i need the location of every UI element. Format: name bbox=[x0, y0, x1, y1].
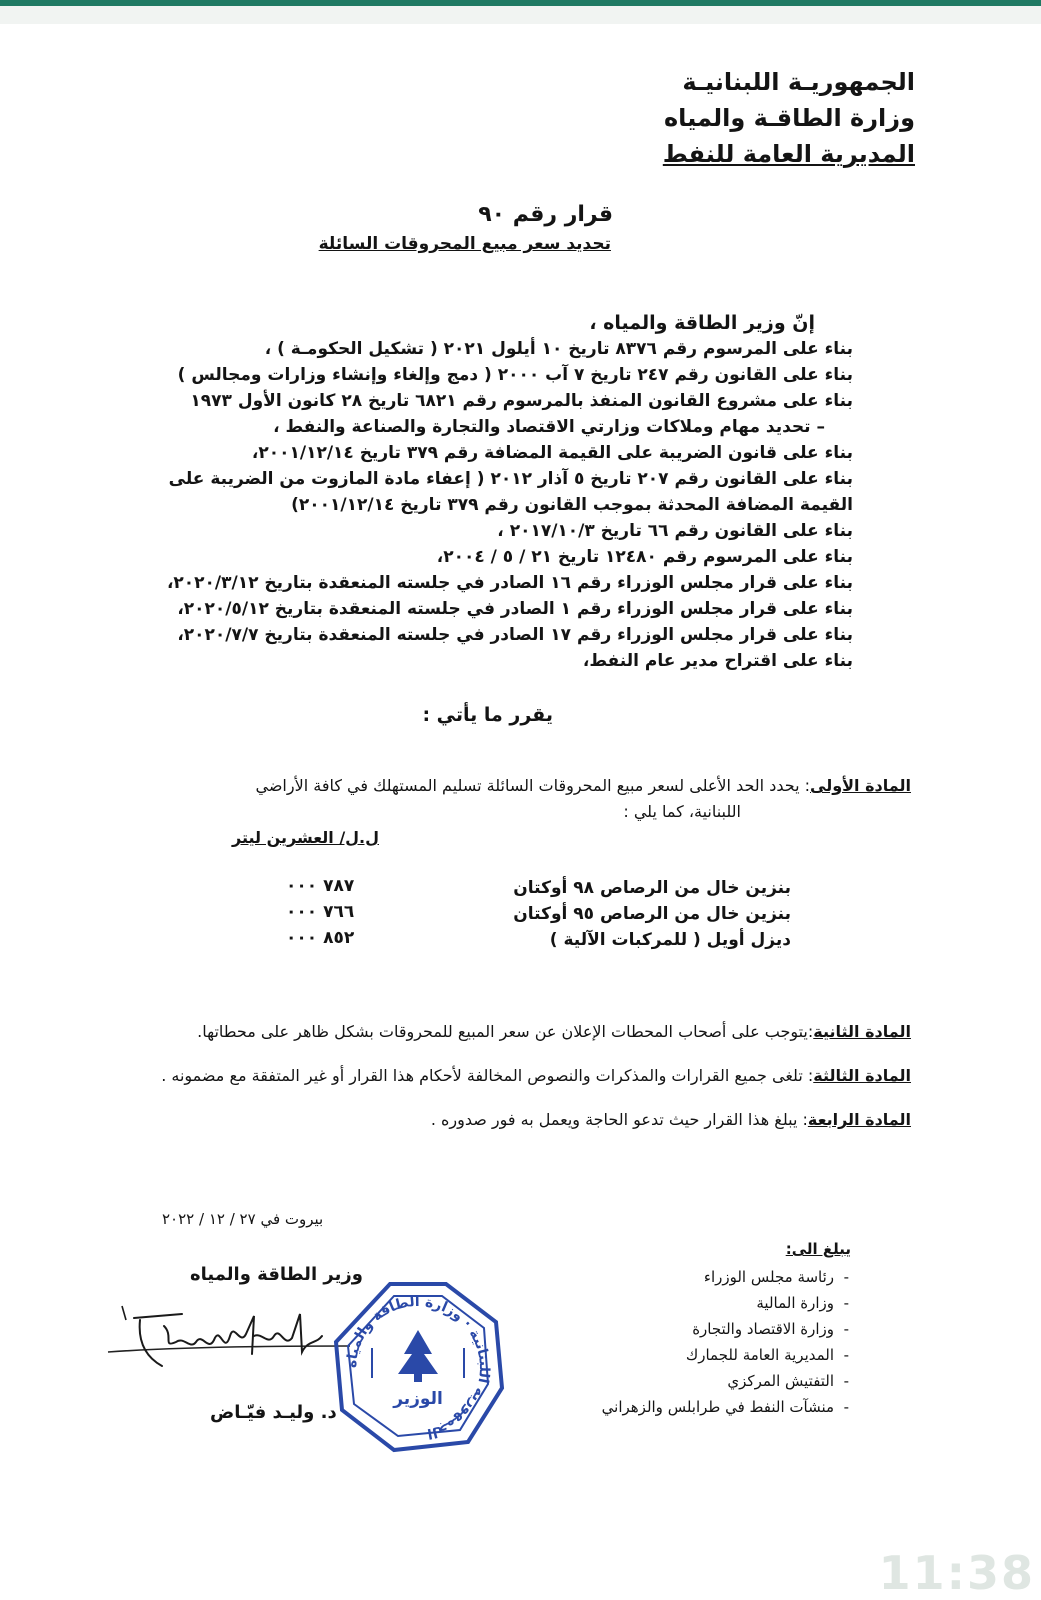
distribution-item: - المديرية العامة للجمارك bbox=[685, 1346, 849, 1364]
decision-number: قرار رقم ٩٠ bbox=[478, 202, 613, 227]
signatory-name: د. وليـد فيّـاض bbox=[210, 1402, 337, 1423]
decides-heading: يقرر ما يأتي : bbox=[422, 704, 553, 726]
article-1 bbox=[256, 776, 912, 795]
preamble-line: بناء على قرار مجلس الوزراء رقم ١٧ الصادر في جلسته المنعقدة بتاريخ ٢٠٢٠/٧/٧، bbox=[177, 625, 853, 645]
article-4-label: المادة الرابعة bbox=[807, 1110, 911, 1129]
article-4-text: : يبلغ هذا القرار حيث تدعو الحاجة ويعمل به فور صدوره . bbox=[430, 1110, 808, 1129]
article-2-label: المادة الثانية bbox=[813, 1022, 911, 1041]
article-2 bbox=[197, 1022, 911, 1041]
header-republic: الجمهوريـة اللبنانيـة bbox=[682, 68, 915, 96]
fuel-price: ٨٥٢ ٠٠٠ bbox=[286, 928, 355, 948]
preamble-line: بناء على القانون رقم ٢٤٧ تاريخ ٧ آب ٢٠٠٠ ( دمج وإلغاء وإنشاء وزارات ومجالس ) bbox=[177, 365, 853, 385]
price-unit: ل.ل/ العشرين ليتر bbox=[231, 828, 379, 847]
article-3-label: المادة الثالثة bbox=[813, 1066, 911, 1085]
fuel-name: بنزين خال من الرصاص ٩٨ أوكتان bbox=[513, 878, 791, 898]
decision-title: تحديد سعر مبيع المحروقات السائلة bbox=[318, 234, 611, 254]
preamble-line: بناء على قرار مجلس الوزراء رقم ١ الصادر في جلسته المنعقدة بتاريخ ٢٠٢٠/٥/١٢، bbox=[177, 599, 853, 619]
official-stamp bbox=[328, 1278, 508, 1458]
signatory-title: وزير الطاقة والمياه bbox=[190, 1264, 363, 1285]
article-3 bbox=[161, 1066, 911, 1085]
preamble-line: بناء على المرسوم رقم ١٢٤٨٠ تاريخ ٢١ / ٥ / ٢٠٠٤، bbox=[436, 547, 853, 567]
article-1-label: المادة الأولى bbox=[810, 776, 911, 795]
preamble-line: بناء على المرسوم رقم ٨٣٧٦ تاريخ ١٠ أيلول ٢٠٢١ ( تشكيل الحكومـة ) ، bbox=[264, 339, 853, 359]
fuel-name: ديزل أويل ( للمركبات الآلية ) bbox=[549, 930, 791, 950]
preamble-line: بناء على قرار مجلس الوزراء رقم ١٦ الصادر في جلسته المنعقدة بتاريخ ٢٠٢٠/٣/١٢، bbox=[166, 573, 853, 593]
distribution-item: - التفتيش المركزي bbox=[727, 1372, 849, 1390]
cedar-icon bbox=[398, 1330, 438, 1374]
fuel-name: بنزين خال من الرصاص ٩٥ أوكتان bbox=[513, 904, 791, 924]
article-1-continuation: اللبنانية، كما يلي : bbox=[623, 802, 741, 821]
article-2-text: :يتوجب على أصحاب المحطات الإعلان عن سعر المبيع للمحروقات بشكل ظاهر على محطاتها. bbox=[197, 1022, 814, 1041]
article-3-text: : تلغى جميع القرارات والمذكرات والنصوص المخالفة لأحكام هذا القرار أو غير المتفقة مع مضمونه . bbox=[161, 1066, 814, 1085]
fuel-price: ٧٨٧ ٠٠٠ bbox=[286, 876, 355, 896]
distribution-item: - منشآت النفط في طرابلس والزهراني bbox=[601, 1398, 849, 1416]
distribution-item: - وزارة الاقتصاد والتجارة bbox=[692, 1320, 849, 1338]
preamble-line: بناء على قانون الضريبة على القيمة المضافة رقم ٣٧٩ تاريخ ٢٠٠١/١٢/١٤، bbox=[251, 443, 853, 463]
handwritten-signature bbox=[104, 1296, 354, 1386]
fuel-price: ٧٦٦ ٠٠٠ bbox=[286, 902, 355, 922]
preamble-line: بناء على القانون رقم ٦٦ تاريخ ٢٠١٧/١٠/٣ ، bbox=[497, 521, 853, 541]
article-1-text: : يحدد الحد الأعلى لسعر مبيع المحروقات السائلة تسليم المستهلك في كافة الأراضي bbox=[255, 776, 810, 795]
viewer-toolbar-shade bbox=[0, 6, 1041, 24]
article-4 bbox=[431, 1110, 911, 1129]
header-directorate: المديرية العامة للنفط bbox=[662, 140, 915, 168]
preamble-line: القيمة المضافة المحدثة بموجب القانون رقم ٣٧٩ تاريخ ٢٠٠١/١٢/١٤) bbox=[291, 495, 853, 515]
distribution-item: - وزارة المالية bbox=[756, 1294, 849, 1312]
stamp-center-text: الوزير bbox=[393, 1389, 443, 1409]
issue-date: بيروت في ٢٧ / ١٢ / ٢٠٢٢ bbox=[162, 1210, 324, 1228]
preamble-line: بناء على اقتراح مدير عام النفط، bbox=[582, 651, 853, 671]
stamp-ring-text: الجمهورية اللبنانية · وزارة الطاقة والمياه bbox=[343, 1293, 493, 1442]
distribution-title: يبلغ الى: bbox=[785, 1240, 851, 1258]
document-page bbox=[0, 24, 1041, 1587]
preamble-minister: إنّ وزير الطاقة والمياه ، bbox=[589, 312, 815, 334]
preamble-line: بناء على القانون رقم ٢٠٧ تاريخ ٥ آذار ٢٠١٢ ( إعفاء مادة المازوت من الضريبة على bbox=[168, 469, 853, 489]
preamble-line: بناء على مشروع القانون المنفذ بالمرسوم رقم ٦٨٢١ تاريخ ٢٨ كانون الأول ١٩٧٣ bbox=[190, 391, 853, 411]
distribution-item: - رئاسة مجلس الوزراء bbox=[703, 1268, 849, 1286]
preamble-line: – تحديد مهام وملاكات وزارتي الاقتصاد والتجارة والصناعة والنفط ، bbox=[273, 417, 825, 437]
status-time: 11:38 bbox=[878, 1546, 1035, 1600]
header-ministry: وزارة الطاقـة والمياه bbox=[664, 104, 915, 132]
